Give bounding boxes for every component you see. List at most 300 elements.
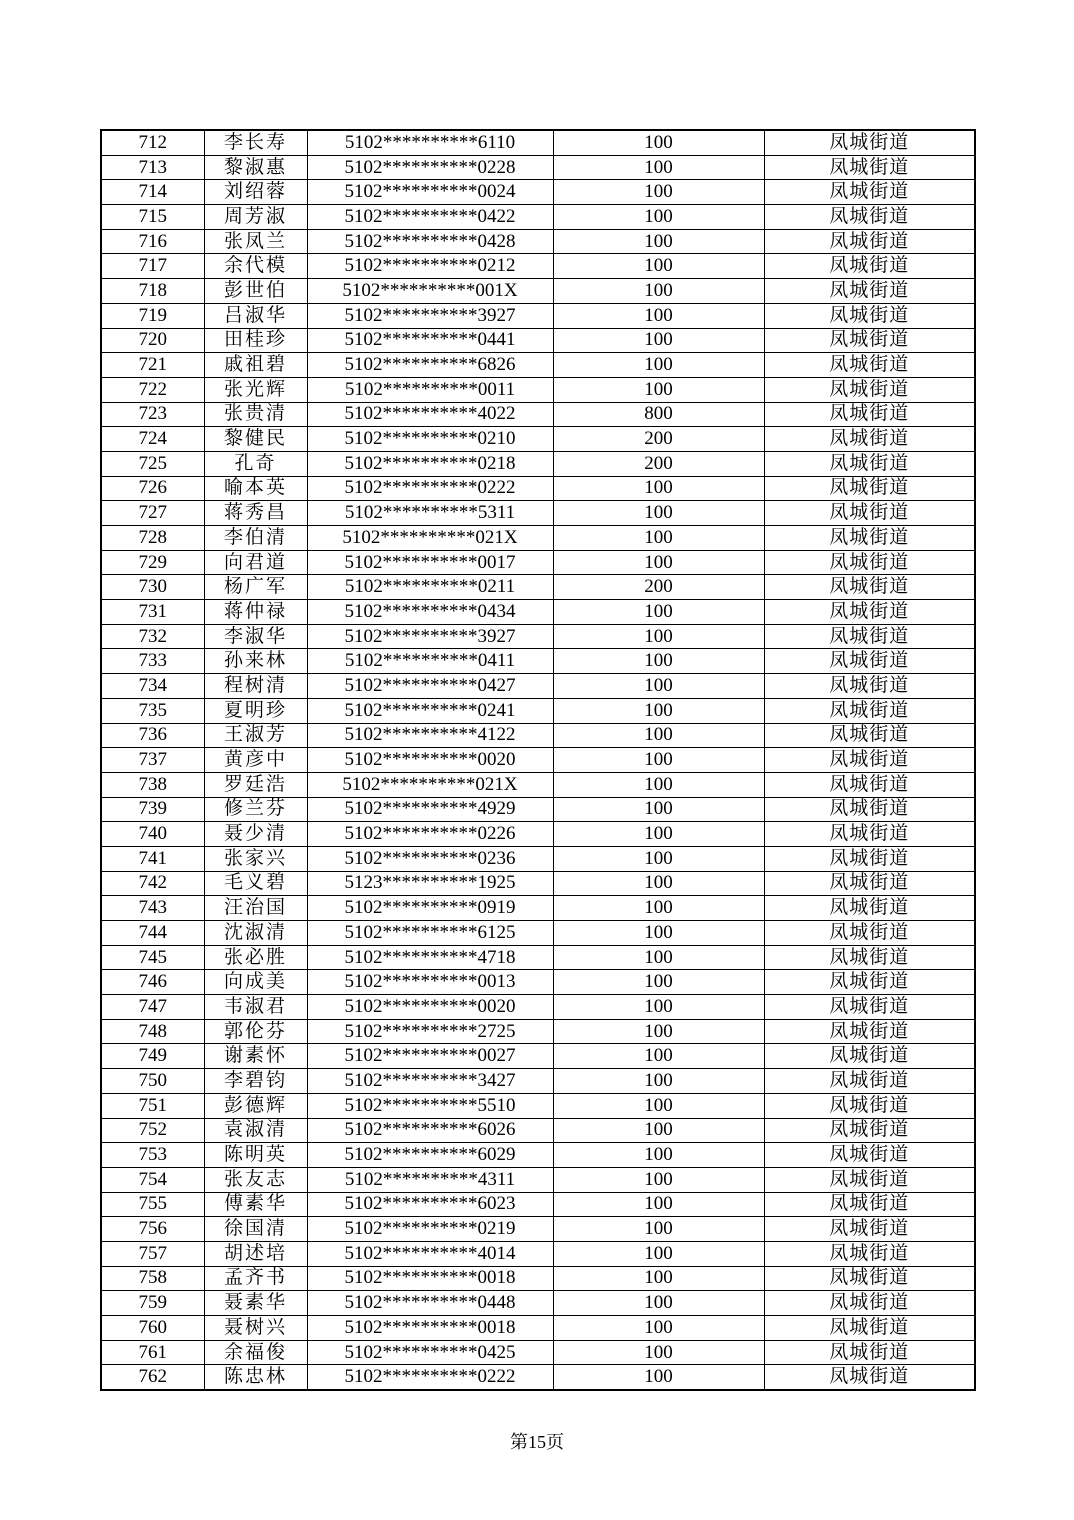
row-number-cell: 740	[101, 822, 204, 847]
amount-cell: 100	[553, 1093, 764, 1118]
id-number-cell: 5102**********021X	[307, 772, 553, 797]
id-number-cell: 5102**********0020	[307, 748, 553, 773]
area-cell: 凤城街道	[764, 303, 975, 328]
table-row	[101, 1093, 975, 1118]
row-number-cell: 760	[101, 1316, 204, 1341]
name-cell: 聂少清	[204, 822, 307, 847]
row-number-cell: 741	[101, 846, 204, 871]
name-cell: 夏明珍	[204, 698, 307, 723]
table-row	[101, 945, 975, 970]
amount-cell: 100	[553, 476, 764, 501]
table-row	[101, 402, 975, 427]
table-row	[101, 550, 975, 575]
row-number-cell: 747	[101, 995, 204, 1020]
name-cell: 彭德辉	[204, 1093, 307, 1118]
row-number-cell: 729	[101, 550, 204, 575]
table-row	[101, 279, 975, 304]
table-row	[101, 797, 975, 822]
id-number-cell: 5102**********0027	[307, 1044, 553, 1069]
amount-cell: 100	[553, 254, 764, 279]
id-number-cell: 5102**********4122	[307, 723, 553, 748]
name-cell: 张家兴	[204, 846, 307, 871]
area-cell: 凤城街道	[764, 674, 975, 699]
roster-sheet	[100, 129, 974, 1391]
table-row	[101, 180, 975, 205]
id-number-cell: 5102**********3927	[307, 624, 553, 649]
id-number-cell: 5102**********0241	[307, 698, 553, 723]
row-number-cell: 721	[101, 353, 204, 378]
id-number-cell: 5102**********0018	[307, 1316, 553, 1341]
area-cell: 凤城街道	[764, 155, 975, 180]
area-cell: 凤城街道	[764, 550, 975, 575]
area-cell: 凤城街道	[764, 624, 975, 649]
table-row	[101, 427, 975, 452]
row-number-cell: 732	[101, 624, 204, 649]
row-number-cell: 738	[101, 772, 204, 797]
row-number-cell: 753	[101, 1143, 204, 1168]
id-number-cell: 5102**********0427	[307, 674, 553, 699]
name-cell: 余代模	[204, 254, 307, 279]
amount-cell: 100	[553, 377, 764, 402]
name-cell: 吕淑华	[204, 303, 307, 328]
area-cell: 凤城街道	[764, 1118, 975, 1143]
name-cell: 孙来林	[204, 649, 307, 674]
amount-cell: 100	[553, 698, 764, 723]
row-number-cell: 720	[101, 328, 204, 353]
table-row	[101, 1019, 975, 1044]
amount-cell: 100	[553, 1266, 764, 1291]
area-cell: 凤城街道	[764, 229, 975, 254]
name-cell: 袁淑清	[204, 1118, 307, 1143]
amount-cell: 100	[553, 1118, 764, 1143]
id-number-cell: 5102**********0422	[307, 205, 553, 230]
name-cell: 李长寿	[204, 130, 307, 155]
table-row	[101, 921, 975, 946]
area-cell: 凤城街道	[764, 328, 975, 353]
id-number-cell: 5102**********0236	[307, 846, 553, 871]
table-row	[101, 871, 975, 896]
id-number-cell: 5102**********001X	[307, 279, 553, 304]
row-number-cell: 727	[101, 501, 204, 526]
area-cell: 凤城街道	[764, 1167, 975, 1192]
amount-cell: 100	[553, 130, 764, 155]
id-number-cell: 5102**********0211	[307, 575, 553, 600]
row-number-cell: 726	[101, 476, 204, 501]
row-number-cell: 731	[101, 600, 204, 625]
amount-cell: 100	[553, 279, 764, 304]
amount-cell: 100	[553, 205, 764, 230]
area-cell: 凤城街道	[764, 1241, 975, 1266]
amount-cell: 100	[553, 1019, 764, 1044]
table-row	[101, 772, 975, 797]
id-number-cell: 5102**********2725	[307, 1019, 553, 1044]
amount-cell: 100	[553, 328, 764, 353]
area-cell: 凤城街道	[764, 427, 975, 452]
amount-cell: 100	[553, 1291, 764, 1316]
row-number-cell: 761	[101, 1340, 204, 1365]
row-number-cell: 751	[101, 1093, 204, 1118]
amount-cell: 100	[553, 1241, 764, 1266]
area-cell: 凤城街道	[764, 575, 975, 600]
table-row	[101, 303, 975, 328]
id-number-cell: 5102**********0919	[307, 896, 553, 921]
id-number-cell: 5102**********3927	[307, 303, 553, 328]
area-cell: 凤城街道	[764, 600, 975, 625]
area-cell: 凤城街道	[764, 797, 975, 822]
name-cell: 孔奇	[204, 451, 307, 476]
id-number-cell: 5102**********0441	[307, 328, 553, 353]
amount-cell: 100	[553, 945, 764, 970]
amount-cell: 100	[553, 1340, 764, 1365]
area-cell: 凤城街道	[764, 1192, 975, 1217]
id-number-cell: 5102**********5311	[307, 501, 553, 526]
name-cell: 聂素华	[204, 1291, 307, 1316]
name-cell: 彭世伯	[204, 279, 307, 304]
table-row	[101, 1143, 975, 1168]
amount-cell: 100	[553, 353, 764, 378]
table-row	[101, 130, 975, 155]
row-number-cell: 730	[101, 575, 204, 600]
name-cell: 黎健民	[204, 427, 307, 452]
amount-cell: 100	[553, 970, 764, 995]
table-row	[101, 698, 975, 723]
table-row	[101, 1340, 975, 1365]
amount-cell: 100	[553, 229, 764, 254]
amount-cell: 100	[553, 723, 764, 748]
name-cell: 张必胜	[204, 945, 307, 970]
area-cell: 凤城街道	[764, 1019, 975, 1044]
area-cell: 凤城街道	[764, 501, 975, 526]
area-cell: 凤城街道	[764, 402, 975, 427]
amount-cell: 100	[553, 1143, 764, 1168]
id-number-cell: 5102**********4311	[307, 1167, 553, 1192]
table-row	[101, 1365, 975, 1390]
amount-cell: 100	[553, 772, 764, 797]
name-cell: 李碧钧	[204, 1069, 307, 1094]
table-row	[101, 526, 975, 551]
amount-cell: 100	[553, 303, 764, 328]
amount-cell: 100	[553, 1365, 764, 1390]
table-row	[101, 995, 975, 1020]
id-number-cell: 5102**********0018	[307, 1266, 553, 1291]
amount-cell: 100	[553, 600, 764, 625]
amount-cell: 100	[553, 674, 764, 699]
amount-cell: 200	[553, 451, 764, 476]
table-row	[101, 1241, 975, 1266]
row-number-cell: 733	[101, 649, 204, 674]
amount-cell: 100	[553, 871, 764, 896]
area-cell: 凤城街道	[764, 180, 975, 205]
row-number-cell: 755	[101, 1192, 204, 1217]
id-number-cell: 5102**********0448	[307, 1291, 553, 1316]
name-cell: 周芳淑	[204, 205, 307, 230]
table-row	[101, 1044, 975, 1069]
area-cell: 凤城街道	[764, 945, 975, 970]
name-cell: 张光辉	[204, 377, 307, 402]
amount-cell: 100	[553, 822, 764, 847]
amount-cell: 100	[553, 1316, 764, 1341]
table-row	[101, 229, 975, 254]
name-cell: 陈明英	[204, 1143, 307, 1168]
row-number-cell: 758	[101, 1266, 204, 1291]
id-number-cell: 5102**********0017	[307, 550, 553, 575]
row-number-cell: 743	[101, 896, 204, 921]
area-cell: 凤城街道	[764, 871, 975, 896]
id-number-cell: 5102**********0219	[307, 1217, 553, 1242]
name-cell: 李淑华	[204, 624, 307, 649]
table-row	[101, 822, 975, 847]
table-row	[101, 1118, 975, 1143]
area-cell: 凤城街道	[764, 1291, 975, 1316]
id-number-cell: 5102**********0222	[307, 1365, 553, 1390]
row-number-cell: 737	[101, 748, 204, 773]
id-number-cell: 5102**********6826	[307, 353, 553, 378]
id-number-cell: 5102**********4718	[307, 945, 553, 970]
amount-cell: 100	[553, 649, 764, 674]
id-number-cell: 5102**********0011	[307, 377, 553, 402]
amount-cell: 100	[553, 1167, 764, 1192]
table-row	[101, 1316, 975, 1341]
id-number-cell: 5102**********0020	[307, 995, 553, 1020]
amount-cell: 100	[553, 550, 764, 575]
row-number-cell: 762	[101, 1365, 204, 1390]
table-row	[101, 205, 975, 230]
name-cell: 韦淑君	[204, 995, 307, 1020]
id-number-cell: 5102**********021X	[307, 526, 553, 551]
row-number-cell: 748	[101, 1019, 204, 1044]
row-number-cell: 750	[101, 1069, 204, 1094]
name-cell: 李伯清	[204, 526, 307, 551]
row-number-cell: 757	[101, 1241, 204, 1266]
area-cell: 凤城街道	[764, 205, 975, 230]
amount-cell: 100	[553, 155, 764, 180]
row-number-cell: 745	[101, 945, 204, 970]
table-row	[101, 896, 975, 921]
name-cell: 田桂珍	[204, 328, 307, 353]
amount-cell: 100	[553, 624, 764, 649]
table-row	[101, 1069, 975, 1094]
area-cell: 凤城街道	[764, 1316, 975, 1341]
id-number-cell: 5102**********4022	[307, 402, 553, 427]
amount-cell: 200	[553, 427, 764, 452]
name-cell: 修兰芬	[204, 797, 307, 822]
id-number-cell: 5102**********0434	[307, 600, 553, 625]
row-number-cell: 715	[101, 205, 204, 230]
table-row	[101, 353, 975, 378]
name-cell: 杨广军	[204, 575, 307, 600]
table-row	[101, 723, 975, 748]
table-row	[101, 674, 975, 699]
name-cell: 王淑芳	[204, 723, 307, 748]
amount-cell: 100	[553, 1069, 764, 1094]
row-number-cell: 754	[101, 1167, 204, 1192]
name-cell: 张贵清	[204, 402, 307, 427]
area-cell: 凤城街道	[764, 279, 975, 304]
row-number-cell: 716	[101, 229, 204, 254]
name-cell: 聂树兴	[204, 1316, 307, 1341]
roster-table	[100, 129, 976, 1391]
area-cell: 凤城街道	[764, 1143, 975, 1168]
table-row	[101, 451, 975, 476]
area-cell: 凤城街道	[764, 822, 975, 847]
id-number-cell: 5102**********6029	[307, 1143, 553, 1168]
area-cell: 凤城街道	[764, 921, 975, 946]
table-row	[101, 748, 975, 773]
amount-cell: 100	[553, 995, 764, 1020]
table-row	[101, 1266, 975, 1291]
table-row	[101, 970, 975, 995]
table-row	[101, 1291, 975, 1316]
amount-cell: 200	[553, 575, 764, 600]
area-cell: 凤城街道	[764, 970, 975, 995]
amount-cell: 100	[553, 921, 764, 946]
row-number-cell: 712	[101, 130, 204, 155]
name-cell: 张凤兰	[204, 229, 307, 254]
id-number-cell: 5102**********6110	[307, 130, 553, 155]
amount-cell: 100	[553, 797, 764, 822]
area-cell: 凤城街道	[764, 377, 975, 402]
row-number-cell: 722	[101, 377, 204, 402]
row-number-cell: 744	[101, 921, 204, 946]
row-number-cell: 723	[101, 402, 204, 427]
name-cell: 蒋仲禄	[204, 600, 307, 625]
name-cell: 沈淑清	[204, 921, 307, 946]
table-row	[101, 600, 975, 625]
table-row	[101, 155, 975, 180]
row-number-cell: 719	[101, 303, 204, 328]
row-number-cell: 752	[101, 1118, 204, 1143]
row-number-cell: 718	[101, 279, 204, 304]
id-number-cell: 5102**********0218	[307, 451, 553, 476]
page-number: 第15页	[510, 1432, 564, 1452]
area-cell: 凤城街道	[764, 723, 975, 748]
area-cell: 凤城街道	[764, 896, 975, 921]
area-cell: 凤城街道	[764, 1340, 975, 1365]
amount-cell: 100	[553, 526, 764, 551]
name-cell: 黎淑惠	[204, 155, 307, 180]
amount-cell: 100	[553, 1044, 764, 1069]
area-cell: 凤城街道	[764, 748, 975, 773]
name-cell: 谢素怀	[204, 1044, 307, 1069]
name-cell: 向君道	[204, 550, 307, 575]
id-number-cell: 5102**********6125	[307, 921, 553, 946]
id-number-cell: 5102**********0210	[307, 427, 553, 452]
id-number-cell: 5102**********0013	[307, 970, 553, 995]
row-number-cell: 713	[101, 155, 204, 180]
area-cell: 凤城街道	[764, 1069, 975, 1094]
table-row	[101, 254, 975, 279]
area-cell: 凤城街道	[764, 1093, 975, 1118]
id-number-cell: 5102**********0228	[307, 155, 553, 180]
table-row	[101, 377, 975, 402]
name-cell: 黄彦中	[204, 748, 307, 773]
name-cell: 汪治国	[204, 896, 307, 921]
row-number-cell: 725	[101, 451, 204, 476]
id-number-cell: 5102**********0222	[307, 476, 553, 501]
area-cell: 凤城街道	[764, 130, 975, 155]
id-number-cell: 5102**********6023	[307, 1192, 553, 1217]
row-number-cell: 739	[101, 797, 204, 822]
name-cell: 戚祖碧	[204, 353, 307, 378]
area-cell: 凤城街道	[764, 451, 975, 476]
id-number-cell: 5102**********4929	[307, 797, 553, 822]
id-number-cell: 5102**********3427	[307, 1069, 553, 1094]
name-cell: 孟齐书	[204, 1266, 307, 1291]
name-cell: 程树清	[204, 674, 307, 699]
amount-cell: 100	[553, 501, 764, 526]
table-row	[101, 649, 975, 674]
amount-cell: 800	[553, 402, 764, 427]
table-row	[101, 1217, 975, 1242]
row-number-cell: 734	[101, 674, 204, 699]
name-cell: 毛义碧	[204, 871, 307, 896]
row-number-cell: 749	[101, 1044, 204, 1069]
row-number-cell: 714	[101, 180, 204, 205]
row-number-cell: 736	[101, 723, 204, 748]
name-cell: 徐国清	[204, 1217, 307, 1242]
area-cell: 凤城街道	[764, 254, 975, 279]
row-number-cell: 742	[101, 871, 204, 896]
id-number-cell: 5102**********5510	[307, 1093, 553, 1118]
row-number-cell: 724	[101, 427, 204, 452]
area-cell: 凤城街道	[764, 353, 975, 378]
name-cell: 陈忠林	[204, 1365, 307, 1390]
row-number-cell: 717	[101, 254, 204, 279]
area-cell: 凤城街道	[764, 995, 975, 1020]
area-cell: 凤城街道	[764, 649, 975, 674]
name-cell: 傅素华	[204, 1192, 307, 1217]
row-number-cell: 756	[101, 1217, 204, 1242]
name-cell: 喻本英	[204, 476, 307, 501]
area-cell: 凤城街道	[764, 846, 975, 871]
amount-cell: 100	[553, 748, 764, 773]
name-cell: 胡述培	[204, 1241, 307, 1266]
area-cell: 凤城街道	[764, 1044, 975, 1069]
row-number-cell: 735	[101, 698, 204, 723]
id-number-cell: 5102**********0212	[307, 254, 553, 279]
name-cell: 郭伦芬	[204, 1019, 307, 1044]
name-cell: 向成美	[204, 970, 307, 995]
table-row	[101, 501, 975, 526]
area-cell: 凤城街道	[764, 476, 975, 501]
id-number-cell: 5102**********0428	[307, 229, 553, 254]
name-cell: 张友志	[204, 1167, 307, 1192]
roster-body	[101, 130, 975, 1390]
table-row	[101, 1167, 975, 1192]
table-row	[101, 846, 975, 871]
amount-cell: 100	[553, 846, 764, 871]
table-row	[101, 328, 975, 353]
id-number-cell: 5102**********0425	[307, 1340, 553, 1365]
area-cell: 凤城街道	[764, 1365, 975, 1390]
id-number-cell: 5102**********6026	[307, 1118, 553, 1143]
id-number-cell: 5123**********1925	[307, 871, 553, 896]
area-cell: 凤城街道	[764, 526, 975, 551]
amount-cell: 100	[553, 896, 764, 921]
amount-cell: 100	[553, 180, 764, 205]
area-cell: 凤城街道	[764, 772, 975, 797]
row-number-cell: 759	[101, 1291, 204, 1316]
table-row	[101, 575, 975, 600]
table-row	[101, 624, 975, 649]
amount-cell: 100	[553, 1217, 764, 1242]
table-row	[101, 1192, 975, 1217]
name-cell: 蒋秀昌	[204, 501, 307, 526]
area-cell: 凤城街道	[764, 1266, 975, 1291]
name-cell: 余福俊	[204, 1340, 307, 1365]
area-cell: 凤城街道	[764, 1217, 975, 1242]
row-number-cell: 728	[101, 526, 204, 551]
